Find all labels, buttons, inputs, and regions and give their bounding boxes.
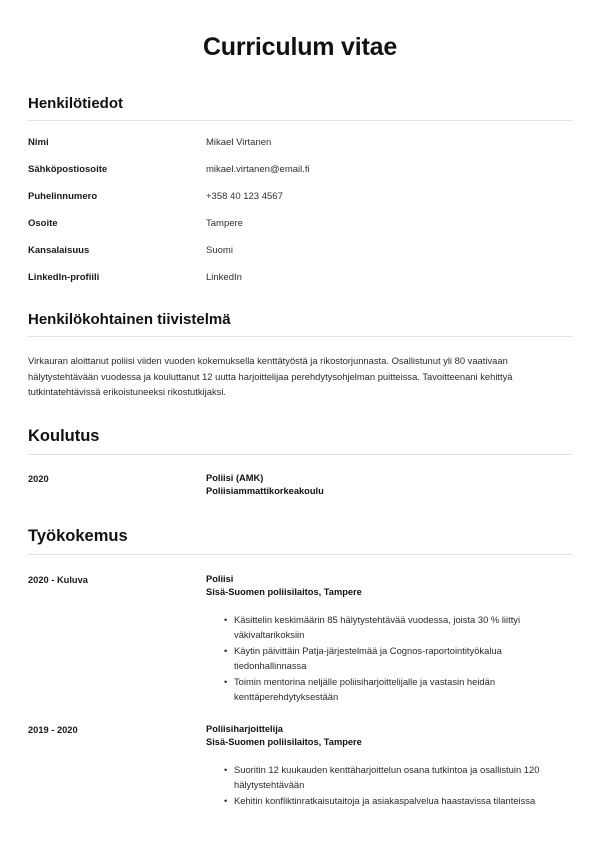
work-experience-entry-employer: Sisä-Suomen poliisilaitos, Tampere	[206, 737, 362, 747]
section-education	[28, 426, 572, 499]
bullet-icon: •	[224, 763, 228, 775]
section-personal-summary	[28, 310, 572, 400]
bullet-text: Käytin päivittäin Patja-järjestelmää ja Cognos-raportointityökalua tiedonhallinnassa	[234, 644, 502, 671]
list-item	[224, 793, 564, 808]
personal-information-list	[28, 137, 572, 284]
bullet-text: Kehitin konfliktinratkaisutaitoja ja asiakaspalvelua haastavissa tilanteissa	[234, 794, 536, 806]
list-item	[28, 164, 572, 176]
info-value-kansalaisuus: Suomi	[206, 245, 233, 256]
list-item	[224, 612, 564, 642]
work-experience-entry-body	[206, 723, 572, 809]
section-heading-education: Koulutus	[28, 426, 572, 455]
info-value-nimi: Mikael Virtanen	[206, 137, 272, 148]
work-experience-entry-title: Poliisiharjoittelija	[206, 723, 283, 734]
work-experience-entry	[28, 573, 572, 705]
work-experience-entry	[28, 723, 572, 809]
info-label-puhelinnumero: Puhelinnumero	[28, 191, 98, 202]
work-experience-entry-bullets	[206, 762, 572, 808]
info-label-nimi: Nimi	[28, 137, 49, 148]
bullet-text: Suoritin 12 kuukauden kenttäharjoittelun osana tutkintoa ja osallistuin 120 hälytystehtävään	[234, 763, 540, 790]
section-heading-work-experience: Työkokemus	[28, 526, 572, 555]
education-entry	[28, 472, 572, 499]
work-experience-entry-bullets	[206, 612, 572, 704]
section-heading-personal-information: Henkilötiedot	[28, 94, 572, 121]
list-item	[224, 762, 564, 792]
list-item	[28, 137, 572, 149]
bullet-text: Toimin mentorina neljälle poliisiharjoittelijalle ja vastasin heidän kenttäperehdytyksestään	[234, 675, 496, 702]
education-entry-date: 2020	[28, 473, 49, 484]
list-item	[28, 191, 572, 203]
bullet-icon: •	[224, 794, 228, 806]
section-personal-information	[28, 94, 572, 284]
work-experience-entry-date: 2020 - Kuluva	[28, 574, 88, 585]
education-entry-body	[206, 472, 572, 499]
work-experience-entry-employer: Sisä-Suomen poliisilaitos, Tampere	[206, 587, 362, 597]
section-work-experience	[28, 526, 572, 809]
list-item	[224, 643, 564, 673]
info-value-linkedin-profiili: LinkedIn	[206, 272, 242, 283]
work-experience-entry-date: 2019 - 2020	[28, 724, 78, 735]
info-value-osoite: Tampere	[206, 218, 243, 229]
work-experience-entry-body	[206, 573, 572, 705]
bullet-icon: •	[224, 613, 228, 625]
bullet-icon: •	[224, 644, 228, 656]
work-experience-entry-title: Poliisi	[206, 573, 234, 584]
list-item	[224, 674, 564, 704]
info-label-linkedin-profiili: LinkedIn-profiili	[28, 272, 100, 283]
list-item	[28, 272, 572, 284]
list-item	[28, 218, 572, 230]
info-label-osoite: Osoite	[28, 218, 58, 229]
info-label-kansalaisuus: Kansalaisuus	[28, 245, 90, 256]
info-value-sahkopostiosoite: mikael.virtanen@email.fi	[206, 164, 310, 175]
personal-summary-text: Virkauran aloittanut poliisi viiden vuoden kokemuksella kenttätyöstä ja rikostorjunnasta. Osallistunut yli 80 vaativaan hälytystehtävään vuodessa ja kouluttanut 12 uutta harjoittelijaa perehdytysohjelman puitteissa. Tavoitteenani kehittyä tutkintatehtävissä erikoistuneeksi rikostutkijaksi.	[28, 355, 513, 397]
info-value-puhelinnumero: +358 40 123 4567	[206, 191, 283, 202]
section-heading-personal-summary: Henkilökohtainen tiivistelmä	[28, 310, 572, 337]
page-title: Curriculum vitae	[202, 33, 398, 61]
info-label-sahkopostiosoite: Sähköpostiosoite	[28, 164, 108, 175]
list-item	[28, 245, 572, 257]
bullet-text: Käsittelin keskimäärin 85 hälytystehtävää vuodessa, joista 30 % liittyi väkivaltarikoksiin	[234, 613, 521, 640]
education-entry-institution: Poliisiammattikorkeakoulu	[206, 486, 324, 496]
education-entry-degree: Poliisi (AMK)	[206, 472, 264, 483]
bullet-icon: •	[224, 675, 228, 687]
